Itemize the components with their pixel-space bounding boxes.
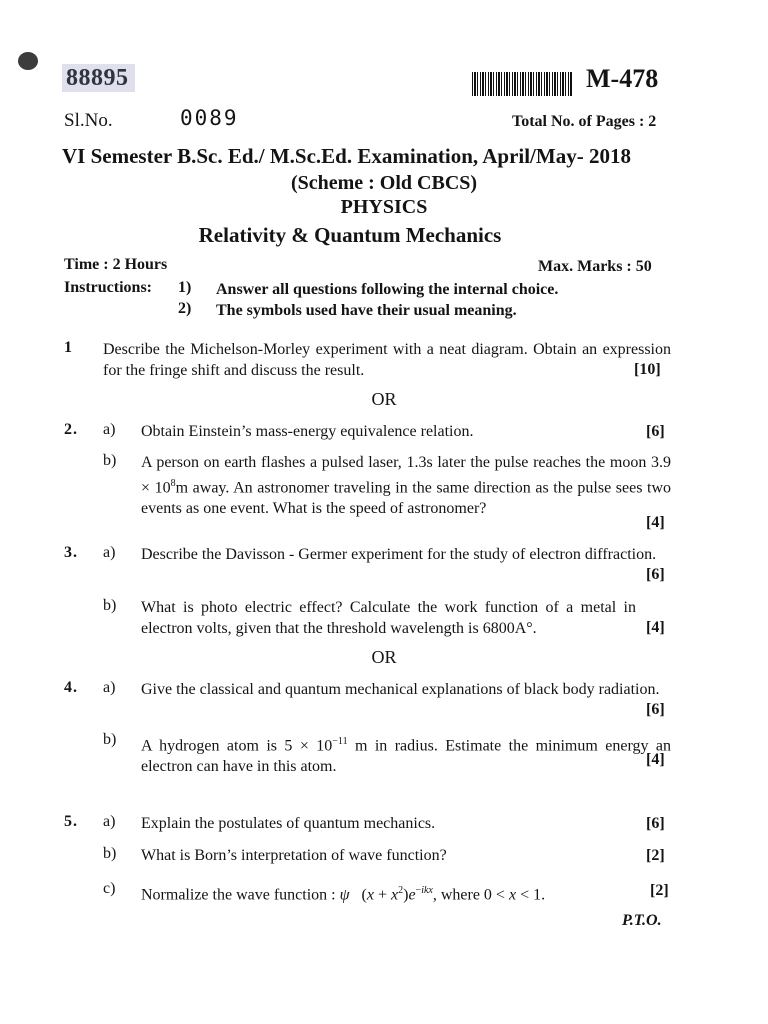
- paper-code: M-478: [586, 64, 659, 93]
- question-marks: [4]: [646, 619, 665, 636]
- question-text: What is Born’s interpretation of wave function?: [141, 847, 447, 864]
- question-paper-code: 88895: [62, 64, 135, 92]
- instruction-text: The symbols used have their usual meaning.: [216, 302, 517, 319]
- question-text: What is photo electric effect? Calculate the work function of a metal in electron volts, given that the threshold wavelength is 6800A°.: [141, 599, 636, 637]
- instruction-text: Answer all questions following the internal choice.: [216, 281, 559, 298]
- question-marks: [2]: [646, 847, 665, 864]
- serial-number-label: Sl.No.: [64, 110, 113, 131]
- question-number: 3.: [64, 544, 78, 561]
- sub-question-label: b): [103, 731, 117, 748]
- question-number: 4.: [64, 679, 78, 696]
- sub-question-label: a): [103, 679, 116, 696]
- sub-question-label: a): [103, 544, 116, 561]
- instructions-label: Instructions:: [64, 279, 153, 296]
- question-marks: [6]: [646, 566, 665, 583]
- scheme-line: (Scheme : Old CBCS): [290, 172, 478, 194]
- sub-question-label: a): [103, 813, 116, 830]
- please-turn-over: P.T.O.: [622, 912, 662, 929]
- instruction-number: 2): [178, 300, 192, 317]
- question-text: Normalize the wave function : ψ $(x + x^2)e^{-ikx}$, where 0 < x < 1.: [141, 885, 546, 904]
- time-allowed: Time : 2 Hours: [64, 256, 168, 273]
- question-text: A hydrogen atom is $5 \times 10^{-11}$ m in radius. Estimate the minimum energy an electron can have in this atom.: [141, 736, 672, 776]
- barcode: [472, 72, 572, 96]
- question-text: Describe the Davisson - Germer experiment for the study of electron diffraction.: [141, 546, 657, 563]
- or-separator: OR: [371, 389, 397, 409]
- serial-number-value: 0089: [180, 106, 239, 130]
- question-text: Explain the postulates of quantum mechanics.: [141, 815, 436, 832]
- question-marks: [6]: [646, 701, 665, 718]
- question-marks: [4]: [646, 514, 665, 531]
- max-marks: Max. Marks : 50: [538, 258, 652, 275]
- question-marks: [6]: [646, 815, 665, 832]
- subject-title: PHYSICS: [340, 196, 428, 218]
- sub-question-label: a): [103, 421, 116, 438]
- or-separator: OR: [371, 647, 397, 667]
- question-text: A person on earth flashes a pulsed laser, 1.3s later the pulse reaches the moon $3.9 \times 10^8m$ away. An astronomer traveling in the same direction as the pulse sees two events as one event. What is the speed of astronomer?: [141, 454, 672, 518]
- punch-hole-mark: [18, 52, 38, 70]
- question-number: 5.: [64, 813, 78, 830]
- sub-question-label: c): [103, 880, 116, 897]
- question-marks: [6]: [646, 423, 665, 440]
- question-marks: [2]: [650, 882, 669, 899]
- question-marks: [10]: [634, 361, 661, 378]
- sub-question-label: b): [103, 452, 117, 469]
- question-text: Describe the Michelson-Morley experiment with a neat diagram. Obtain an expression for the fringe shift and discuss the result.: [103, 341, 671, 379]
- total-pages: Total No. of Pages : 2: [512, 113, 657, 130]
- sub-question-label: b): [103, 845, 117, 862]
- question-text: Give the classical and quantum mechanical explanations of black body radiation.: [141, 681, 660, 698]
- instruction-number: 1): [178, 279, 192, 296]
- question-number: 2.: [64, 421, 78, 438]
- paper-title: Relativity & Quantum Mechanics: [198, 223, 502, 247]
- sub-question-label: b): [103, 597, 117, 614]
- question-text: Obtain Einstein’s mass-energy equivalence relation.: [141, 423, 474, 440]
- question-marks: [4]: [646, 751, 665, 768]
- question-number: 1: [64, 339, 73, 356]
- exam-title: VI Semester B.Sc. Ed./ M.Sc.Ed. Examination, April/May- 2018: [62, 144, 631, 168]
